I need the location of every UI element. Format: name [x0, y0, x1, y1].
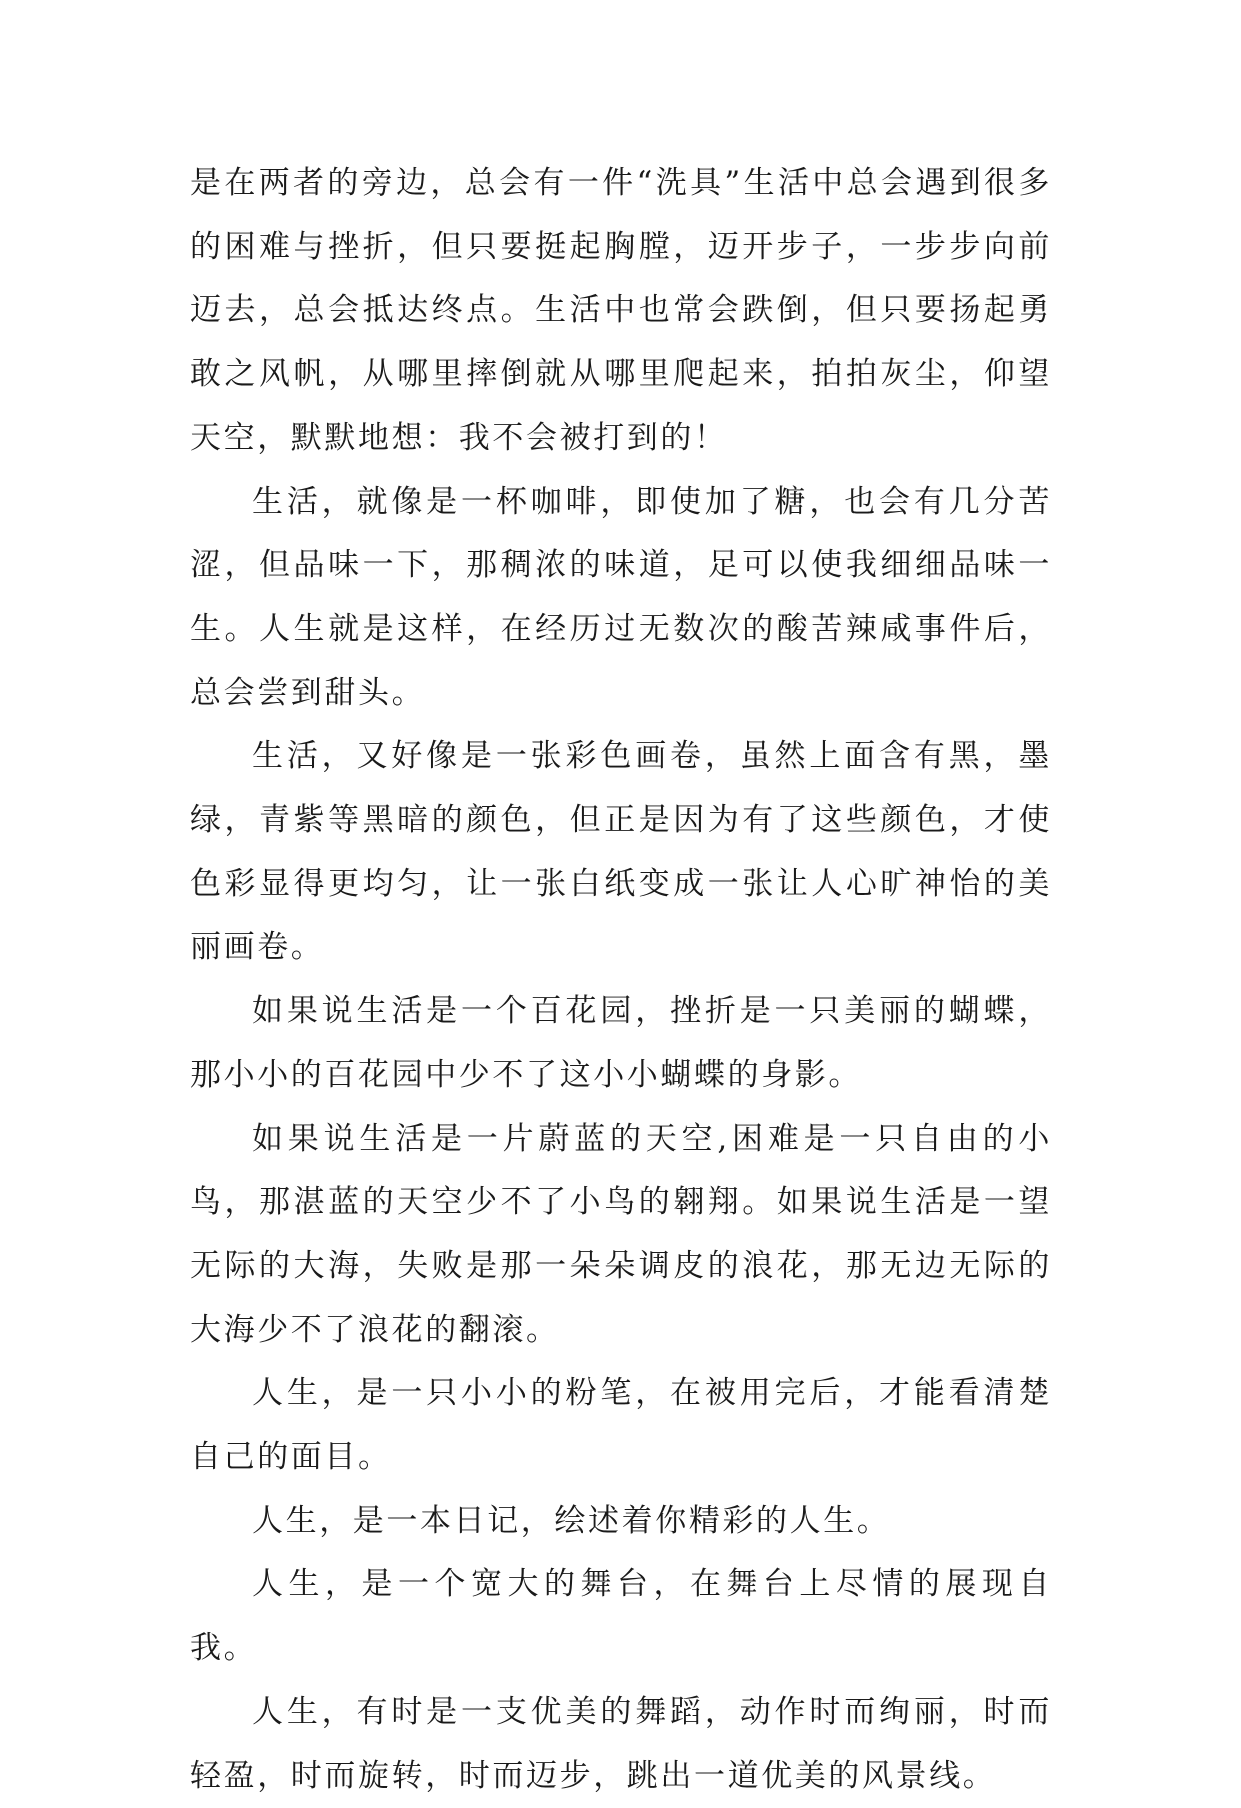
paragraph-6: 人生，是一只小小的粉笔，在被用完后，才能看清楚自己的面目。: [190, 1375, 1052, 1476]
paragraph-1: 是在两者的旁边，总会有一件“洗具”生活中总会遇到很多的困难与挫折，但只要挺起胸膛，迈开步子，一步步向前迈去，总会抵达终点。生活中也常会跌倒，但只要扬起勇敢之风帆，从哪里摔倒就从哪里爬起来，拍拍灰尘，仰望天空，默默地想：我不会被打到的！: [190, 165, 1052, 456]
paragraph-3: 生活，又好像是一张彩色画卷，虽然上面含有黑，墨绿，青紫等黑暗的颜色，但正是因为有了这些颜色，才使色彩显得更均匀，让一张白纸变成一张让人心旷神怡的美丽画卷。: [190, 738, 1052, 966]
paragraph-9: 人生，有时是一支优美的舞蹈，动作时而绚丽，时而轻盈，时而旋转，时而迈步，跳出一道优美的风景线。: [190, 1693, 1052, 1794]
document-body: [190, 152, 1052, 1808]
paragraph-8: 人生，是一个宽大的舞台，在舞台上尽情的展现自我。: [190, 1566, 1052, 1667]
paragraph-2: 生活，就像是一杯咖啡，即使加了糖，也会有几分苦涩，但品味一下，那稠浓的味道，足可以使我细细品味一生。人生就是这样，在经历过无数次的酸苦辣咸事件后，总会尝到甜头。: [190, 483, 1052, 711]
paragraph-5: 如果说生活是一片蔚蓝的天空,困难是一只自由的小鸟，那湛蓝的天空少不了小鸟的翱翔。如果说生活是一望无际的大海，失败是那一朵朵调皮的浪花，那无边无际的大海少不了浪花的翻滚。: [190, 1120, 1052, 1348]
paragraph-4: 如果说生活是一个百花园，挫折是一只美丽的蝴蝶，那小小的百花园中少不了这小小蝴蝶的身影。: [190, 993, 1052, 1093]
paragraph-7: 人生，是一本日记，绘述着你精彩的人生。: [252, 1502, 891, 1539]
